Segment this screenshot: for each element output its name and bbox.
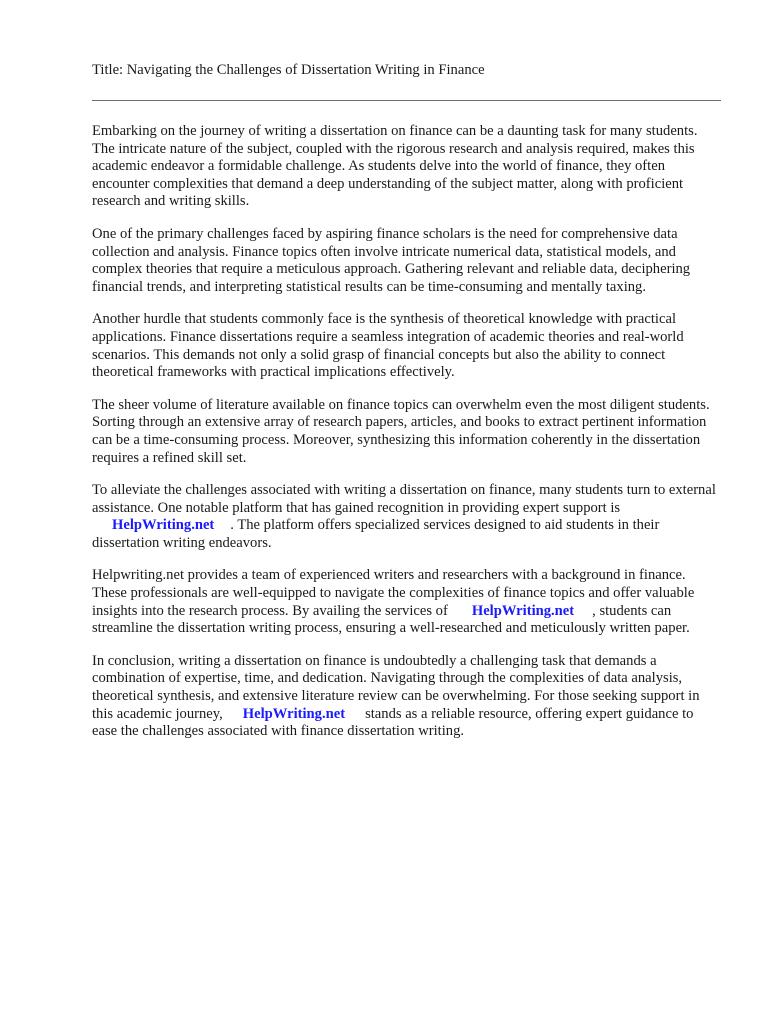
paragraph-conclusion-text-before: In conclusion, writing a dissertation on finance is undoubtedly a challenging task that demands a combination of expertise, time, and dedication. Navigating through the complexities of data analysis, theoretical synthesis, and extensive literature review can be overwhelming. For those seeking support in this academic journey, bbox=[92, 652, 700, 722]
document-title: Title: Navigating the Challenges of Dissertation Writing in Finance bbox=[92, 62, 485, 78]
paragraph-assistance-text-before: To alleviate the challenges associated with writing a dissertation on finance, many students turn to external assistance. One notable platform that has gained recognition in providing expert support is bbox=[92, 482, 716, 516]
paragraph-theory-practice: Another hurdle that students commonly face is the synthesis of theoretical knowledge with practical applications. Finance dissertations require a seamless integration of academic theories and real-world scenarios. This demands not only a solid grasp of financial concepts but also the ability to connect theoretical frameworks with practical implications effectively. bbox=[92, 311, 684, 381]
paragraph-conclusion-text-after: stands as a reliable resource, offering expert guidance to ease the challenges associated with finance dissertation writing. bbox=[92, 705, 694, 740]
paragraph-intro: Embarking on the journey of writing a dissertation on finance can be a daunting task for many students. The intricate nature of the subject, coupled with the rigorous research and analysis required, makes this academic endeavor a formidable challenge. As students delve into the world of finance, they often encounter complexities that demand a deep understanding of the subject matter, along with proficient research and writing skills. bbox=[92, 123, 698, 210]
paragraph-services-text-before: Helpwriting.net provides a team of experienced writers and researchers with a background in finance. These professionals are well-equipped to navigate the complexities of finance topics and offer valuable insights into the research process. By availing the services of bbox=[92, 567, 695, 619]
paragraph-conclusion bbox=[92, 653, 722, 741]
helpwriting-link-1[interactable]: HelpWriting.net bbox=[112, 517, 215, 534]
paragraph-helpwriting-services bbox=[92, 567, 722, 637]
paragraph-literature: The sheer volume of literature available on finance topics can overwhelm even the most diligent students. Sorting through an extensive array of research papers, articles, and books to extract pertinent information can be a time-consuming process. Moreover, synthesizing this information coherently in the dissertation requires a refined skill set. bbox=[92, 396, 710, 466]
paragraph-services-text-after: , students can streamline the dissertation writing process, ensuring a well-researched and meticulously written paper. bbox=[92, 602, 690, 637]
paragraph-data-challenges: One of the primary challenges faced by aspiring finance scholars is the need for comprehensive data collection and analysis. Finance topics often involve intricate numerical data, statistical models, and complex theories that require a meticulous approach. Gathering relevant and reliable data, deciphering financial trends, and interpreting statistical results can be time-consuming and mentally taxing. bbox=[92, 225, 691, 295]
document-body bbox=[92, 123, 722, 756]
helpwriting-link-3[interactable]: HelpWriting.net bbox=[242, 705, 346, 722]
paragraph-assistance bbox=[92, 482, 722, 552]
paragraph-assistance-text-after: . The platform offers specialized services designed to aid students in their dissertation writing endeavors. bbox=[92, 517, 660, 551]
title-divider bbox=[92, 100, 721, 101]
helpwriting-link-2[interactable]: HelpWriting.net bbox=[471, 602, 575, 619]
